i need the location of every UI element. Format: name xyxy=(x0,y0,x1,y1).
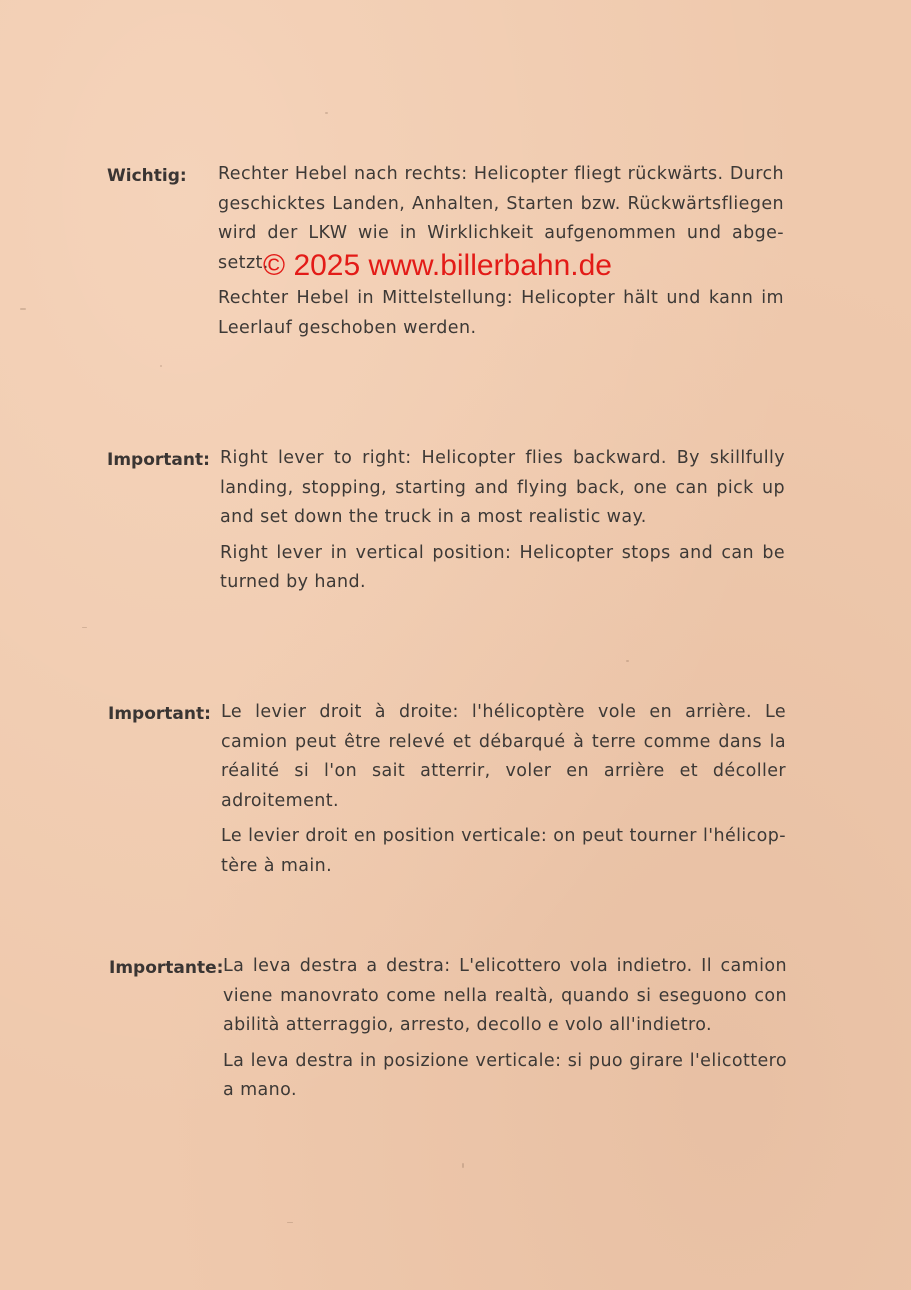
section-body xyxy=(220,444,785,604)
section-body xyxy=(221,698,786,887)
paper-speck xyxy=(160,365,162,367)
paper-speck xyxy=(82,627,87,628)
section-body xyxy=(223,952,787,1112)
paragraph: Right lever in vertical position: Helicopter stops and can be turned by hand. xyxy=(220,542,785,592)
paragraph: Right lever to right: Helicopter flies backward. By skillfully landing, stopping, starting and flying back, one can pick up and set down the truck in a most realistic way. xyxy=(220,448,785,527)
section-label: Important: xyxy=(108,704,211,724)
paragraph: La leva destra in posizione verticale: si puo girare l'elicottero a mano. xyxy=(223,1050,787,1100)
section-label: Important: xyxy=(107,450,210,470)
paper-speck xyxy=(462,1163,464,1168)
paper-speck xyxy=(287,1222,293,1223)
paragraph: Rechter Hebel nach rechts: Helicopter fliegt rückwärts. Durch geschicktes Landen, Anhalten, Starten bzw. Rückwärtsfliegen wird der LKW wie in Wirklichkeit aufgenommen und abge-setzt. xyxy=(218,164,784,273)
paragraph: Le levier droit en position verticale: on peut tourner l'hélicop-tère à main. xyxy=(221,826,786,876)
paragraph: Le levier droit à droite: l'hélicoptère vole en arrière. Le camion peut être relevé et débarqué à terre comme dans la réalité si l'on sait atterrir, voler en arrière et décoller adroitement. xyxy=(221,702,786,811)
paper-speck xyxy=(20,308,26,310)
paper-speck xyxy=(325,112,328,114)
copyright-watermark: © 2025 www.billerbahn.de xyxy=(263,249,612,282)
paragraph: La leva destra a destra: L'elicottero vola indietro. Il camion viene manovrato come nella realtà, quando si eseguono con abilità atterraggio, arresto, decollo e volo all'indietro. xyxy=(223,956,787,1035)
paragraph: Rechter Hebel in Mittelstellung: Helicopter hält und kann im Leerlauf geschoben werden. xyxy=(218,288,784,338)
section-label: Importante: xyxy=(109,958,224,978)
section-label: Wichtig: xyxy=(107,166,187,186)
paper-speck xyxy=(626,660,629,662)
